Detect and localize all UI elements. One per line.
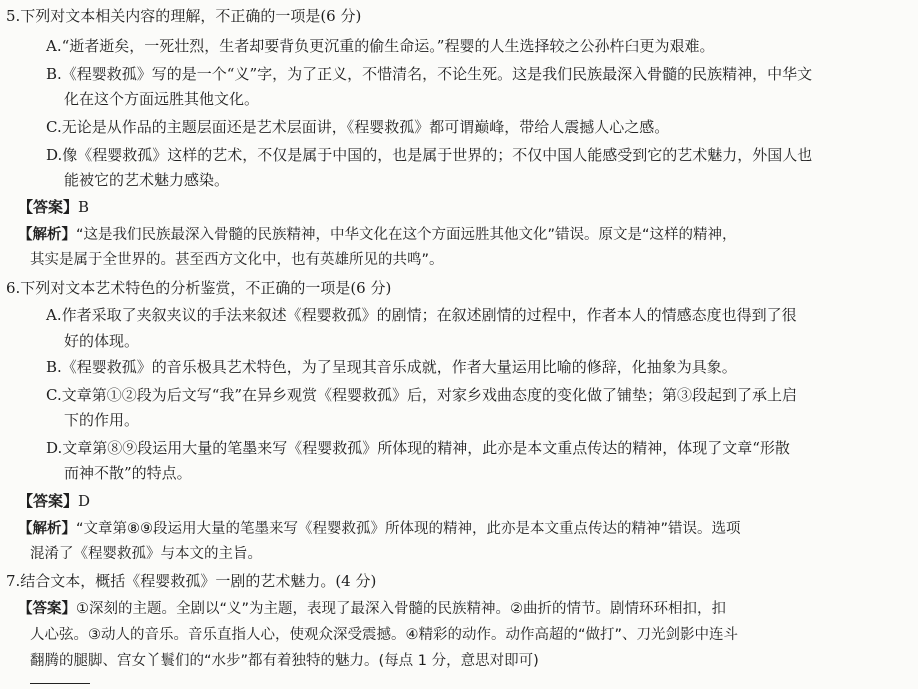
q5-option-c: C.无论是从作品的主题层面还是艺术层面讲，《程婴救孤》都可谓巅峰，带给人震撼人心之感。 <box>46 118 670 136</box>
q6-answer-tag: 【答案】 <box>18 492 79 510</box>
q6-option-d-line2: 而神不散”的特点。 <box>64 464 192 482</box>
q5-option-b-line2: 化在这个方面远胜其他文化。 <box>64 90 260 108</box>
q6-analysis-line2: 混淆了《程婴救孤》与本文的主旨。 <box>30 546 262 562</box>
q5-option-a: A.“逝者逝矣，一死壮烈，生者却要背负更沉重的偷生命运。”程婴的人生选择较之公孙杵臼更为艰难。 <box>46 37 715 55</box>
q5-stem: 5.下列对文本相关内容的理解，不正确的一项是(6 分) <box>6 7 362 25</box>
q7-answer-text1: ①深刻的主题。全剧以“义”为主题，表现了最深入骨髓的民族精神。②曲折的情节。剧情环环相扣，扣 <box>76 601 727 617</box>
q6-option-b: B.《程婴救孤》的音乐极具艺术特色，为了呈现其音乐成就，作者大量运用比喻的修辞，化抽象为具象。 <box>46 358 737 376</box>
q7-answer-line2: 人心弦。③动人的音乐。音乐直指人心，使观众深受震撼。④精彩的动作。动作高超的“做打”、刀光剑影中连斗 <box>30 627 739 643</box>
q6-option-a-line2: 好的体现。 <box>64 332 140 350</box>
q6-analysis-line1 <box>18 522 741 537</box>
q6-option-c-line2: 下的作用。 <box>64 411 140 429</box>
q5-analysis-tag: 【解析】 <box>18 227 76 243</box>
q6-option-d-line1: D.文章第⑧⑨段运用大量的笔墨来写《程婴救孤》所体现的精神，此亦是本文重点传达的精神，体现了文章“形散 <box>46 439 790 457</box>
footnote-divider <box>30 683 90 684</box>
q5-analysis-line2: 其实是属于全世界的。甚至西方文化中，也有英雄所见的共鸣”。 <box>30 252 444 268</box>
q5-answer-tag: 【答案】 <box>18 198 79 216</box>
q5-option-b-line1: B.《程婴救孤》写的是一个“义”字，为了正义，不惜清名，不论生死。这是我们民族最深入骨髓的民族精神，中华文 <box>46 65 813 83</box>
q6-option-c-line1: C.文章第①②段为后文写“我”在异乡观赏《程婴救孤》后，对家乡戏曲态度的变化做了铺垫；第③段起到了承上启 <box>46 386 798 404</box>
q7-answer-line3: 翻腾的腿脚、宫女丫鬟们的“水步”都有着独特的魅力。(每点 1 分，意思对即可) <box>30 653 539 669</box>
q5-analysis-line1 <box>18 228 737 243</box>
q5-answer-value: B <box>78 198 90 216</box>
q5-option-d-line1: D.像《程婴救孤》这样的艺术，不仅是属于中国的，也是属于世界的；不仅中国人能感受到它的艺术魅力，外国人也 <box>46 146 813 164</box>
q6-stem: 6.下列对文本艺术特色的分析鉴赏，不正确的一项是(6 分) <box>6 279 392 297</box>
q6-option-a-line1: A.作者采取了夹叙夹议的手法来叙述《程婴救孤》的剧情；在叙述剧情的过程中，作者本人的情感态度也得到了很 <box>46 306 797 324</box>
q7-answer-tag: 【答案】 <box>18 601 76 617</box>
q6-answer <box>18 494 90 509</box>
q6-analysis-tag: 【解析】 <box>18 521 76 537</box>
q5-answer <box>18 200 89 215</box>
q5-analysis-text1: “这是我们民族最深入骨髓的民族精神，中华文化在这个方面远胜其他文化”错误。原文是“这样的精神， <box>76 227 737 243</box>
q7-answer-line1 <box>18 602 726 617</box>
q6-answer-value: D <box>78 492 91 510</box>
q5-option-d-line2: 能被它的艺术魅力感染。 <box>64 171 230 189</box>
q7-stem: 7.结合文本，概括《程婴救孤》一剧的艺术魅力。(4 分) <box>6 572 377 590</box>
q6-analysis-text1: “文章第⑧⑨段运用大量的笔墨来写《程婴救孤》所体现的精神，此亦是本文重点传达的精神”错误。选项 <box>76 521 741 537</box>
